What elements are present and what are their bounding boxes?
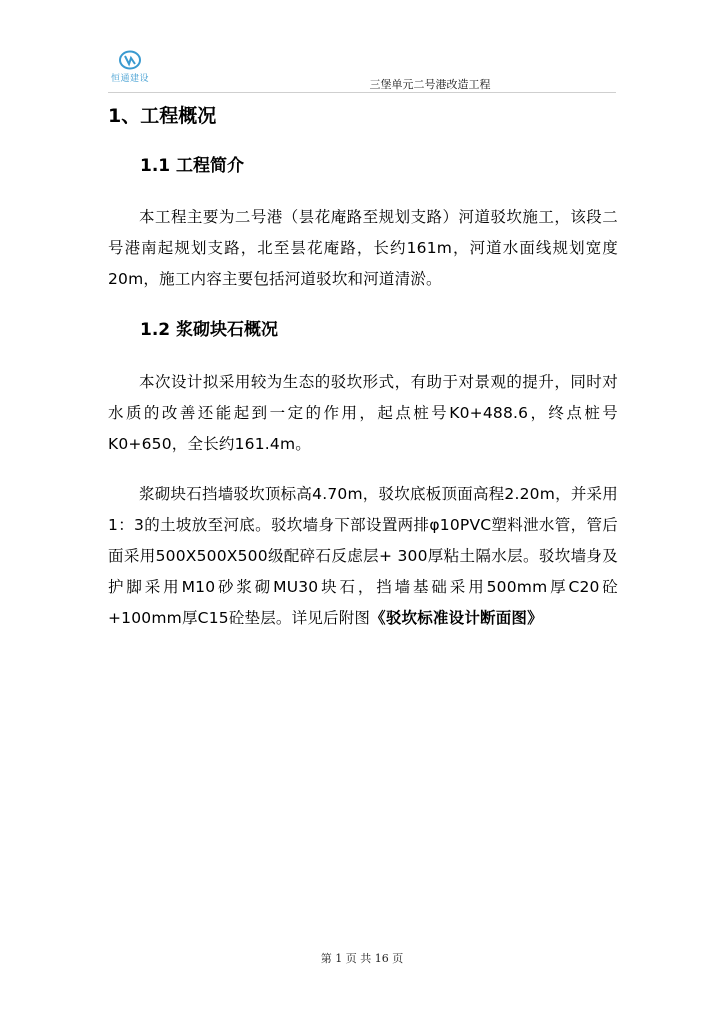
section-heading: 1、工程概况 [108,105,217,127]
subsection-heading-masonry: 1.2 浆砌块石概况 [140,320,279,340]
drawing-reference: 《驳坎标准设计断面图》 [370,609,543,627]
masonry-paragraph-1: 本次设计拟采用较为生态的驳坎形式，有助于对景观的提升，同时对水质的改善还能起到一定的作用，起点桩号K0+488.6，终点桩号K0+650，全长约161.4m。 [108,373,618,453]
subsection-heading-intro: 1.1 工程简介 [140,156,245,176]
masonry-paragraph-2-text: 浆砌块石挡墙驳坎顶标高4.70m，驳坎底板顶面高程2.20m，并采用1：3的土坡放至河底。驳坎墙身下部设置两排φ10PVC塑料泄水管，管后面采用500X500X500级配碎石反虑层+ 300厚粘土隔水层。驳坎墙身及护脚采用M10砂浆砌MU30块石，挡墙基础采用500mm厚C20砼+100mm厚C15砼垫层。详见后附图 [108,485,618,627]
company-logo [105,50,155,86]
intro-paragraph: 本工程主要为二号港（昙花庵路至规划支路）河道驳坎施工，该段二号港南起规划支路，北至昙花庵路，长约161m，河道水面线规划宽度20m，施工内容主要包括河道驳坎和河道清淤。 [108,208,618,288]
page-footer: 第 1 页 共 16 页 [320,952,404,965]
header-divider [108,92,616,93]
header-title: 三堡单元二号港改造工程 [369,78,491,91]
logo-mark-icon [119,50,141,70]
logo-text: 恒通建设 [110,74,149,84]
masonry-paragraph-2 [108,479,618,634]
